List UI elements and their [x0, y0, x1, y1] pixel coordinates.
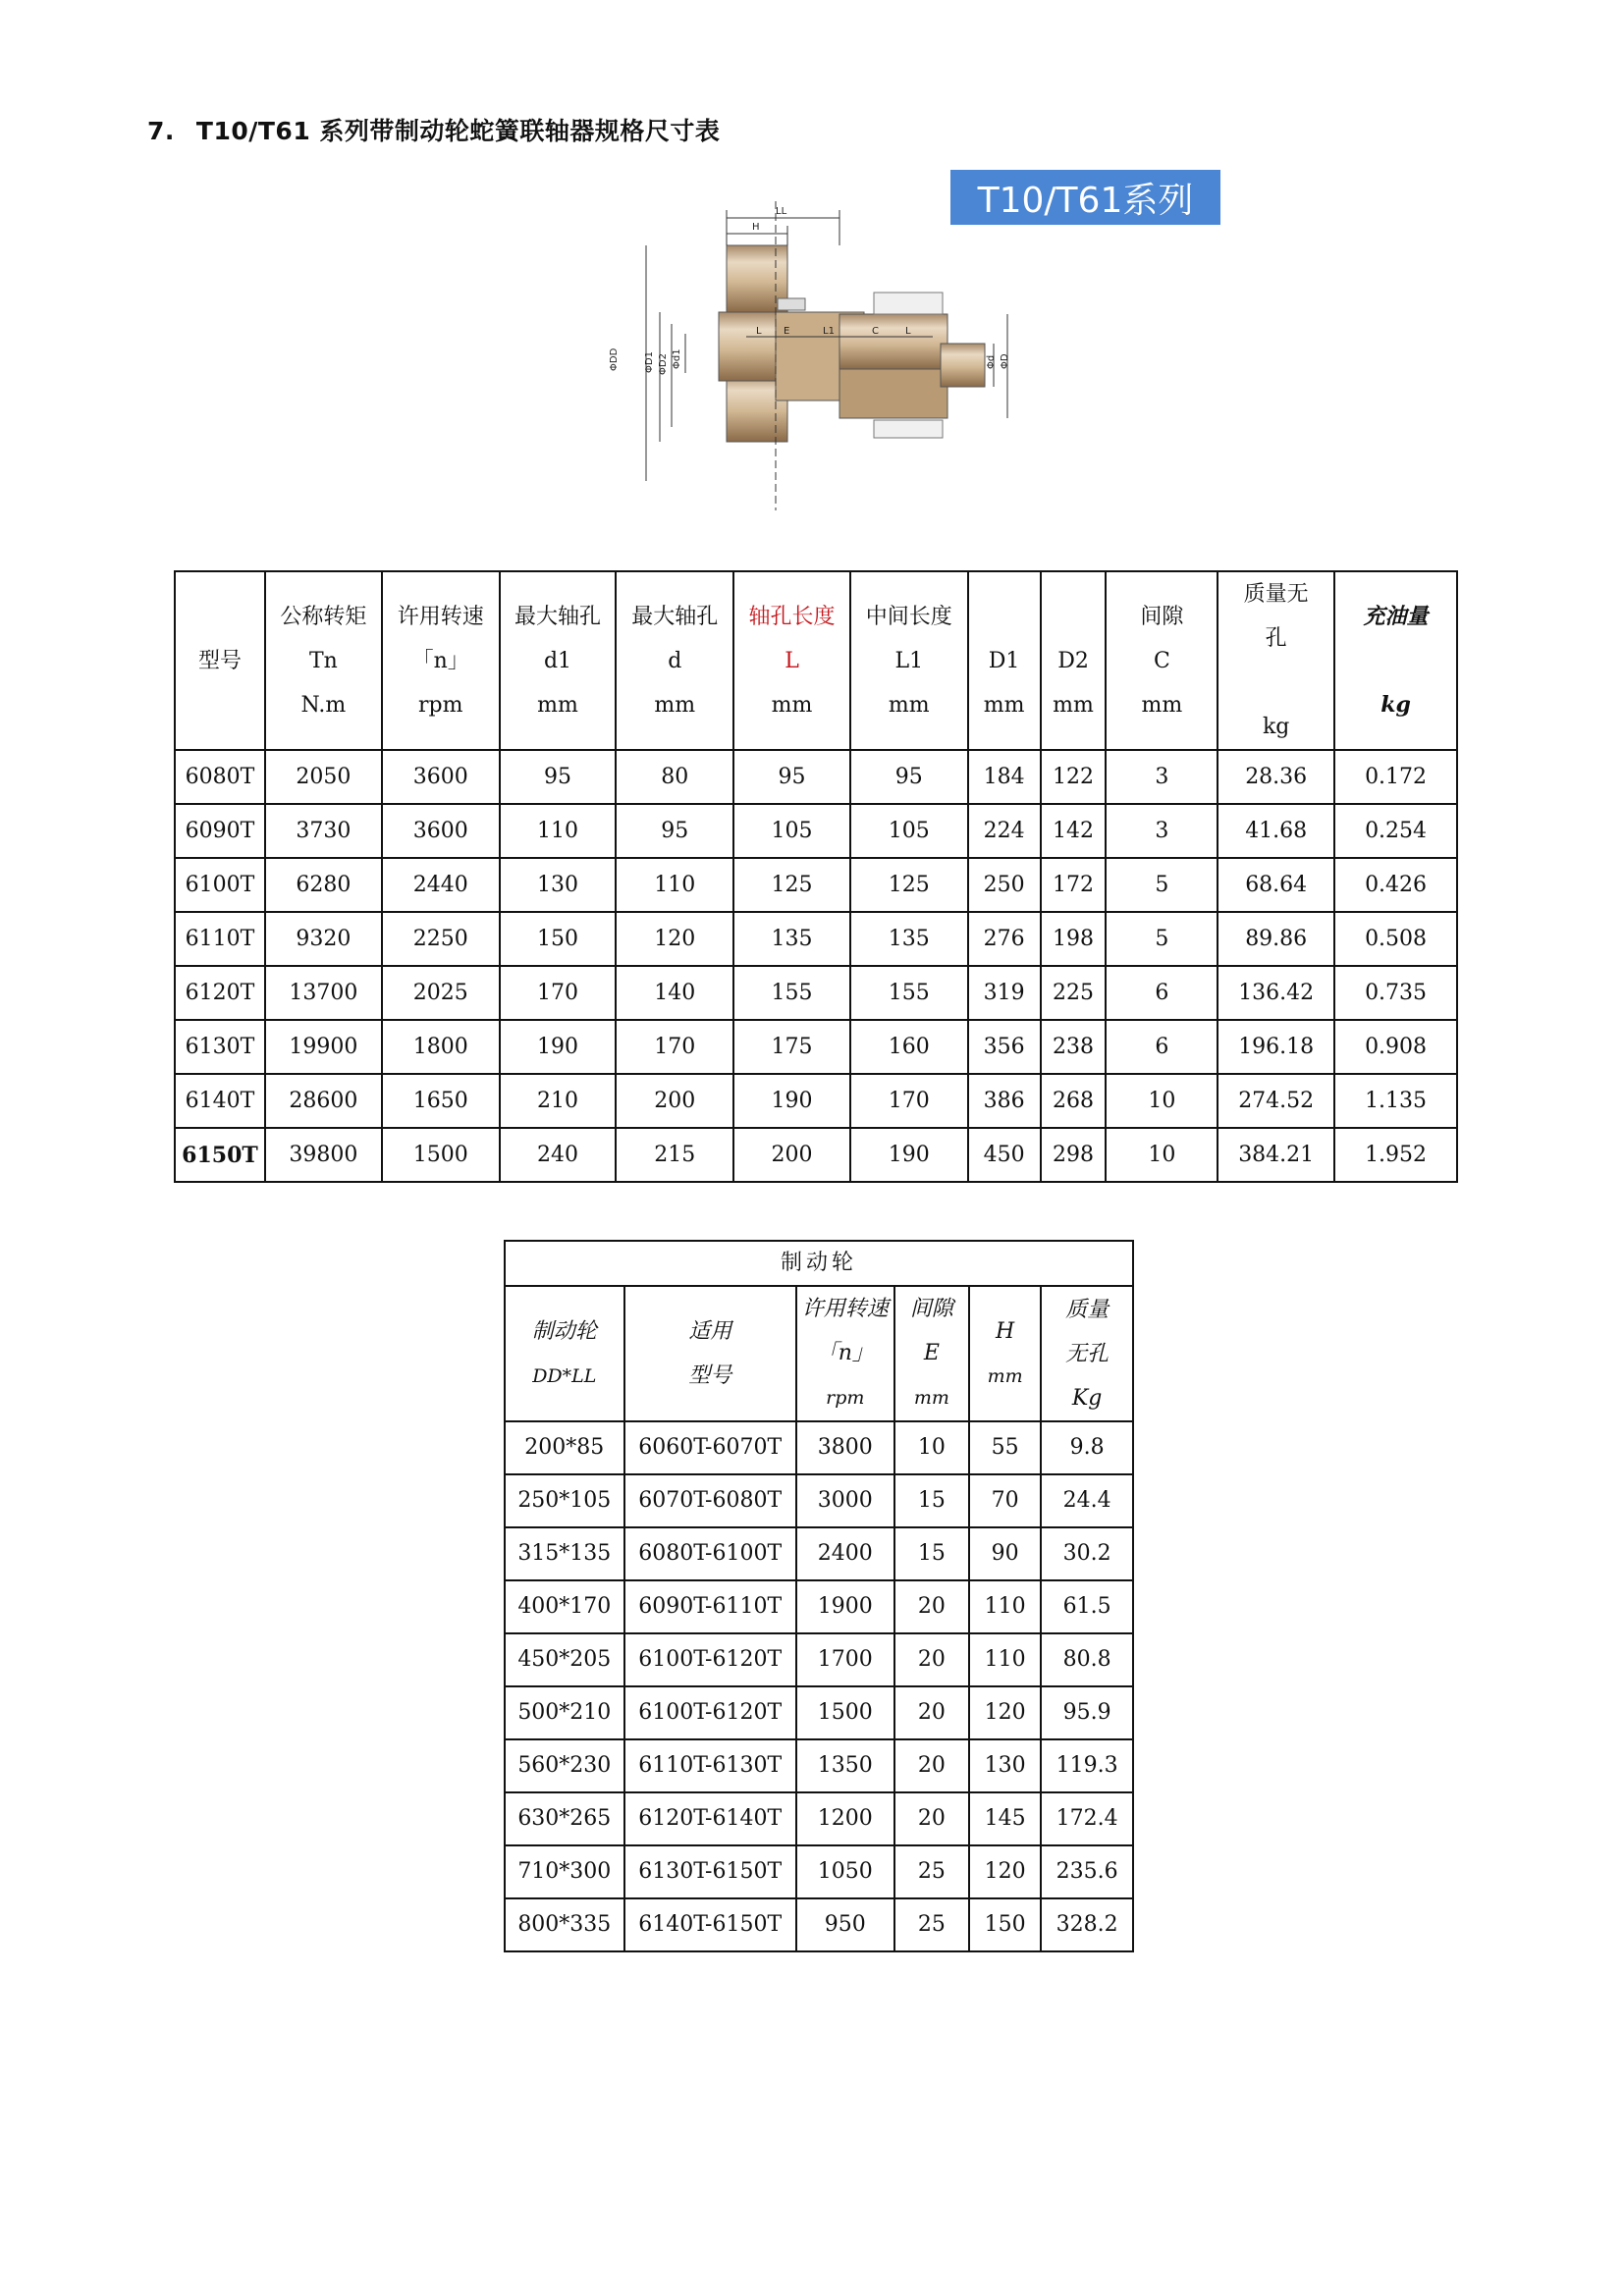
- table-cell: 2400: [796, 1527, 894, 1580]
- table-cell: 250*105: [505, 1474, 624, 1527]
- table-cell: 170: [616, 1020, 733, 1074]
- table-cell: 10: [894, 1421, 969, 1474]
- table-cell: 20: [894, 1686, 969, 1739]
- table-row: [505, 1527, 1133, 1580]
- table-row: [175, 1074, 1457, 1128]
- table-cell: 1.952: [1334, 1128, 1457, 1182]
- table-cell: 0.908: [1334, 1020, 1457, 1074]
- table-cell: 450: [968, 1128, 1041, 1182]
- header-applicable-model: 适用 型号: [624, 1286, 796, 1421]
- table-cell: 6100T-6120T: [624, 1686, 796, 1739]
- table-row: [505, 1792, 1133, 1845]
- table-cell: 110: [616, 858, 733, 912]
- table-cell: 710*300: [505, 1845, 624, 1898]
- coupling-spec-table: [174, 570, 1458, 1183]
- table-cell: 268: [1041, 1074, 1107, 1128]
- table-cell: 120: [969, 1686, 1041, 1739]
- table-row: [505, 1898, 1133, 1951]
- table-cell: 20: [894, 1580, 969, 1633]
- table-cell: 5: [1106, 912, 1218, 966]
- table-row: [175, 966, 1457, 1020]
- table-cell: 80: [616, 750, 733, 804]
- table-row: [175, 804, 1457, 858]
- table-cell: 1800: [382, 1020, 500, 1074]
- series-badge: T10/T61系列: [950, 170, 1220, 225]
- table-cell: 6120T-6140T: [624, 1792, 796, 1845]
- header-max-bore-d: 最大轴孔 d mm: [616, 571, 733, 750]
- section-number: 7.: [147, 117, 175, 145]
- table-cell: 6130T-6150T: [624, 1845, 796, 1898]
- table-cell: 90: [969, 1527, 1041, 1580]
- label-L1: L1: [823, 326, 835, 337]
- table-cell: 276: [968, 912, 1041, 966]
- table-cell: 172: [1041, 858, 1107, 912]
- table-cell: 200: [616, 1074, 733, 1128]
- header-mass: 质量 无孔 Kg: [1041, 1286, 1133, 1421]
- label-DD: ΦDD: [609, 347, 620, 371]
- table-cell: 130: [969, 1739, 1041, 1792]
- table-cell: 2250: [382, 912, 500, 966]
- table-cell: 6070T-6080T: [624, 1474, 796, 1527]
- table-cell: 3800: [796, 1421, 894, 1474]
- table-cell: 190: [733, 1074, 850, 1128]
- header-torque: 公称转矩 Tn N.m: [265, 571, 382, 750]
- table-cell: 61.5: [1041, 1580, 1133, 1633]
- table-cell: 125: [850, 858, 968, 912]
- table-cell: 560*230: [505, 1739, 624, 1792]
- table-cell: 250: [968, 858, 1041, 912]
- label-LL: LL: [776, 206, 787, 217]
- table-caption-row: [505, 1241, 1133, 1286]
- table-cell: 215: [616, 1128, 733, 1182]
- table-row: [175, 858, 1457, 912]
- table-cell: 0.426: [1334, 858, 1457, 912]
- table-cell: 1050: [796, 1845, 894, 1898]
- table-cell: 6110T-6130T: [624, 1739, 796, 1792]
- table-cell: 5: [1106, 858, 1218, 912]
- table-cell: 20: [894, 1792, 969, 1845]
- table-cell: 224: [968, 804, 1041, 858]
- table-row: [505, 1633, 1133, 1686]
- table-cell: 175: [733, 1020, 850, 1074]
- table-cell: 1350: [796, 1739, 894, 1792]
- label-D1-left: ΦD1: [644, 351, 655, 373]
- table-cell: 184: [968, 750, 1041, 804]
- table-cell: 9.8: [1041, 1421, 1133, 1474]
- table-cell: 6100T-6120T: [624, 1633, 796, 1686]
- label-d: Φd: [986, 354, 997, 369]
- table-cell: 6140T-6150T: [624, 1898, 796, 1951]
- header-gap-E: 间隙 E mm: [894, 1286, 969, 1421]
- table-cell: 6090T-6110T: [624, 1580, 796, 1633]
- table-cell: 155: [733, 966, 850, 1020]
- header-mass: 质量无 孔 kg: [1218, 571, 1334, 750]
- table-row: [175, 912, 1457, 966]
- table-header-row: [175, 571, 1457, 750]
- table-cell: 55: [969, 1421, 1041, 1474]
- table-cell: 400*170: [505, 1580, 624, 1633]
- table-cell: 28.36: [1218, 750, 1334, 804]
- table-cell: 3730: [265, 804, 382, 858]
- table-cell: 15: [894, 1527, 969, 1580]
- table-cell: 225: [1041, 966, 1107, 1020]
- brake-wheel-table: [504, 1240, 1134, 1952]
- table-cell: 30.2: [1041, 1527, 1133, 1580]
- table-cell: 3600: [382, 804, 500, 858]
- table-cell: 135: [733, 912, 850, 966]
- table-cell: 105: [850, 804, 968, 858]
- header-bore-length: 轴孔长度 L mm: [733, 571, 850, 750]
- coupling-body: [719, 245, 985, 442]
- table-cell: 125: [733, 858, 850, 912]
- table-cell: 20: [894, 1633, 969, 1686]
- table-cell: 119.3: [1041, 1739, 1133, 1792]
- table-cell: 142: [1041, 804, 1107, 858]
- table-cell: 200: [733, 1128, 850, 1182]
- table-cell: 130: [500, 858, 617, 912]
- table-row: [505, 1474, 1133, 1527]
- header-wheel-size: 制动轮 DD*LL: [505, 1286, 624, 1421]
- table-cell: 39800: [265, 1128, 382, 1182]
- table-header-row: [505, 1286, 1133, 1421]
- table-cell: 110: [500, 804, 617, 858]
- section-title: T10/T61 系列带制动轮蛇簧联轴器规格尺寸表: [195, 117, 721, 145]
- table-cell: 10: [1106, 1074, 1218, 1128]
- table-cell: 210: [500, 1074, 617, 1128]
- table-cell: 13700: [265, 966, 382, 1020]
- table-cell: 70: [969, 1474, 1041, 1527]
- table-cell: 80.8: [1041, 1633, 1133, 1686]
- table-cell: 1700: [796, 1633, 894, 1686]
- table-cell: 95: [850, 750, 968, 804]
- table-cell: 315*135: [505, 1527, 624, 1580]
- table-cell: 95: [733, 750, 850, 804]
- table-cell: 274.52: [1218, 1074, 1334, 1128]
- table-cell: 15: [894, 1474, 969, 1527]
- table-row: [505, 1421, 1133, 1474]
- table-cell: 6120T: [175, 966, 265, 1020]
- table-cell: 3: [1106, 750, 1218, 804]
- header-gap: 间隙 C mm: [1106, 571, 1218, 750]
- table-cell: 190: [850, 1128, 968, 1182]
- header-model: 型号: [175, 571, 265, 750]
- header-max-bore-d1: 最大轴孔 d1 mm: [500, 571, 617, 750]
- label-L-right: L: [905, 326, 911, 337]
- label-D2: ΦD2: [658, 353, 669, 375]
- table-cell: 3: [1106, 804, 1218, 858]
- table-cell: 386: [968, 1074, 1041, 1128]
- brake-wheel-caption: 制动轮: [505, 1241, 1133, 1286]
- table-cell: 235.6: [1041, 1845, 1133, 1898]
- table-cell: 198: [1041, 912, 1107, 966]
- table-cell: 238: [1041, 1020, 1107, 1074]
- table-cell: 150: [969, 1898, 1041, 1951]
- table-cell: 105: [733, 804, 850, 858]
- table-cell: 28600: [265, 1074, 382, 1128]
- table-cell: 2050: [265, 750, 382, 804]
- table-cell: 6: [1106, 1020, 1218, 1074]
- label-H: H: [752, 222, 760, 233]
- table-cell: 68.64: [1218, 858, 1334, 912]
- table-cell: 95: [616, 804, 733, 858]
- table-cell: 120: [616, 912, 733, 966]
- table-cell: 110: [969, 1633, 1041, 1686]
- table-cell: 150: [500, 912, 617, 966]
- table-cell: 196.18: [1218, 1020, 1334, 1074]
- table-cell: 0.735: [1334, 966, 1457, 1020]
- table-cell: 89.86: [1218, 912, 1334, 966]
- table-cell: 6080T-6100T: [624, 1527, 796, 1580]
- table-cell: 500*210: [505, 1686, 624, 1739]
- table-row: [175, 1128, 1457, 1182]
- table-cell: 6110T: [175, 912, 265, 966]
- header-D2: D2 mm: [1041, 571, 1107, 750]
- table-cell: 95.9: [1041, 1686, 1133, 1739]
- table-cell: 2025: [382, 966, 500, 1020]
- table-cell: 6080T: [175, 750, 265, 804]
- table-cell: 0.172: [1334, 750, 1457, 804]
- table-cell: 140: [616, 966, 733, 1020]
- table-cell: 3600: [382, 750, 500, 804]
- table-cell: 6130T: [175, 1020, 265, 1074]
- table-cell: 6280: [265, 858, 382, 912]
- table-cell: 6: [1106, 966, 1218, 1020]
- table-cell: 160: [850, 1020, 968, 1074]
- header-middle-length: 中间长度 L1 mm: [850, 571, 968, 750]
- table-cell: 110: [969, 1580, 1041, 1633]
- table-cell: 170: [850, 1074, 968, 1128]
- table-cell: 145: [969, 1792, 1041, 1845]
- label-d1: Φd1: [672, 348, 682, 369]
- table-row: [175, 750, 1457, 804]
- table-cell: 200*85: [505, 1421, 624, 1474]
- table-cell: 25: [894, 1898, 969, 1951]
- table-cell: 172.4: [1041, 1792, 1133, 1845]
- header-speed: 许用转速 「n」 rpm: [796, 1286, 894, 1421]
- table-cell: 1200: [796, 1792, 894, 1845]
- table-cell: 328.2: [1041, 1898, 1133, 1951]
- table-cell: 240: [500, 1128, 617, 1182]
- table-cell: 1650: [382, 1074, 500, 1128]
- header-oil: 充油量 kg: [1334, 571, 1457, 750]
- label-E: E: [784, 326, 790, 337]
- label-D: ΦD: [1000, 353, 1010, 369]
- table-cell: 25: [894, 1845, 969, 1898]
- table-cell: 6140T: [175, 1074, 265, 1128]
- header-D1: D1 mm: [968, 571, 1041, 750]
- label-C: C: [872, 326, 879, 337]
- table-cell: 19900: [265, 1020, 382, 1074]
- table-cell: 170: [500, 966, 617, 1020]
- section-heading: [147, 112, 720, 147]
- table-cell: 1500: [796, 1686, 894, 1739]
- table-row: [505, 1580, 1133, 1633]
- table-cell: 20: [894, 1739, 969, 1792]
- table-cell: 120: [969, 1845, 1041, 1898]
- table-row: [505, 1739, 1133, 1792]
- table-cell: 135: [850, 912, 968, 966]
- table-cell: 950: [796, 1898, 894, 1951]
- table-cell: 122: [1041, 750, 1107, 804]
- table-cell: 319: [968, 966, 1041, 1020]
- table-row: [505, 1845, 1133, 1898]
- table-cell: 6100T: [175, 858, 265, 912]
- table-cell: 6090T: [175, 804, 265, 858]
- table-cell: 800*335: [505, 1898, 624, 1951]
- table-cell: 450*205: [505, 1633, 624, 1686]
- table-row: [505, 1686, 1133, 1739]
- table-cell: 1500: [382, 1128, 500, 1182]
- table-cell: 1900: [796, 1580, 894, 1633]
- table-row: [175, 1020, 1457, 1074]
- table-cell: 190: [500, 1020, 617, 1074]
- header-speed: 许用转速 「n」 rpm: [382, 571, 500, 750]
- table-cell: 384.21: [1218, 1128, 1334, 1182]
- table-cell: 3000: [796, 1474, 894, 1527]
- table-cell: 10: [1106, 1128, 1218, 1182]
- table-cell: 298: [1041, 1128, 1107, 1182]
- table-cell: 2440: [382, 858, 500, 912]
- table-cell: 6060T-6070T: [624, 1421, 796, 1474]
- table-cell: 136.42: [1218, 966, 1334, 1020]
- table-cell: 1.135: [1334, 1074, 1457, 1128]
- table-cell: 155: [850, 966, 968, 1020]
- table-cell: 41.68: [1218, 804, 1334, 858]
- table-cell: 0.508: [1334, 912, 1457, 966]
- table-cell: 9320: [265, 912, 382, 966]
- table-cell: 0.254: [1334, 804, 1457, 858]
- table-cell: 630*265: [505, 1792, 624, 1845]
- table-cell: 6150T: [175, 1128, 265, 1182]
- table-cell: 24.4: [1041, 1474, 1133, 1527]
- coupling-drawing: [609, 196, 1041, 520]
- header-H: H mm: [969, 1286, 1041, 1421]
- table-cell: 95: [500, 750, 617, 804]
- table-cell: 356: [968, 1020, 1041, 1074]
- label-L-left: L: [756, 326, 762, 337]
